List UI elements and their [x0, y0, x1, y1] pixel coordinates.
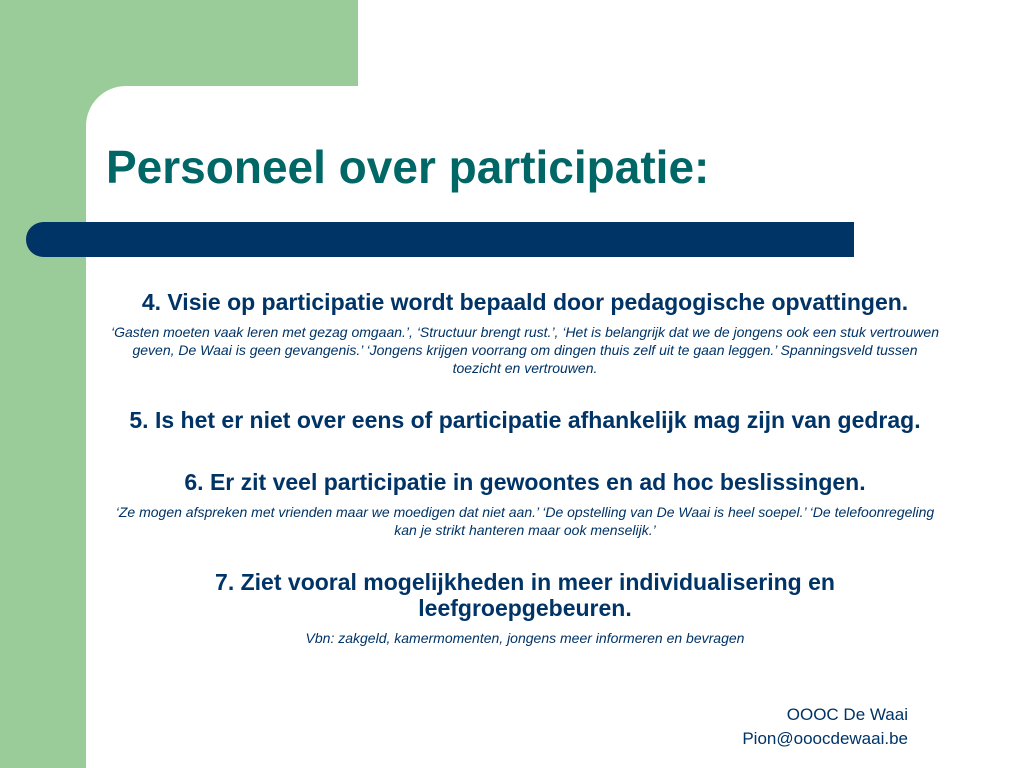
spacer	[110, 377, 940, 407]
spacer	[110, 539, 940, 569]
spacer	[110, 621, 940, 629]
item-7-heading: 7. Ziet vooral mogelijkheden in meer individualisering en leefgroepgebeuren.	[215, 569, 835, 621]
title-underline-bar	[26, 222, 854, 257]
footer-organization: OOOC De Waai	[786, 705, 908, 724]
slide-body	[110, 289, 940, 647]
item-7-quote: Vbn: zakgeld, kamermomenten, jongens meer informeren en bevragen	[305, 630, 745, 646]
item-6-quote: ‘Ze mogen afspreken met vrienden maar we moedigen dat niet aan.’ ‘De opstelling van De Waai is heel soepel.’ ‘De telefoonregeling kan je strikt hanteren maar ook menselijk.’	[115, 504, 935, 538]
spacer	[110, 495, 940, 503]
item-6-heading: 6. Er zit veel participatie in gewoontes en ad hoc beslissingen.	[184, 469, 866, 495]
slide-title: Personeel over participatie:	[106, 141, 710, 193]
item-4-heading: 4. Visie op participatie wordt bepaald door pedagogische opvattingen.	[141, 289, 909, 315]
spacer	[110, 433, 940, 469]
item-5-heading: 5. Is het er niet over eens of participatie afhankelijk mag zijn van gedrag.	[129, 407, 921, 433]
item-4-quote: ‘Gasten moeten vaak leren met gezag omgaan.’, ‘Structuur brengt rust.’, ‘Het is belangrijk dat we de jongens ook een stuk vertrouwen geven, De Waai is geen gevangenis.’ ‘Jongens krijgen voorrang om dingen thuis zelf uit te gaan leggen.’ Spanningsveld tussen toezicht en vertrouwen.	[110, 324, 939, 376]
footer-email: Pion@ooocdewaai.be	[742, 729, 908, 748]
slide-footer	[742, 703, 908, 751]
spacer	[110, 315, 940, 323]
